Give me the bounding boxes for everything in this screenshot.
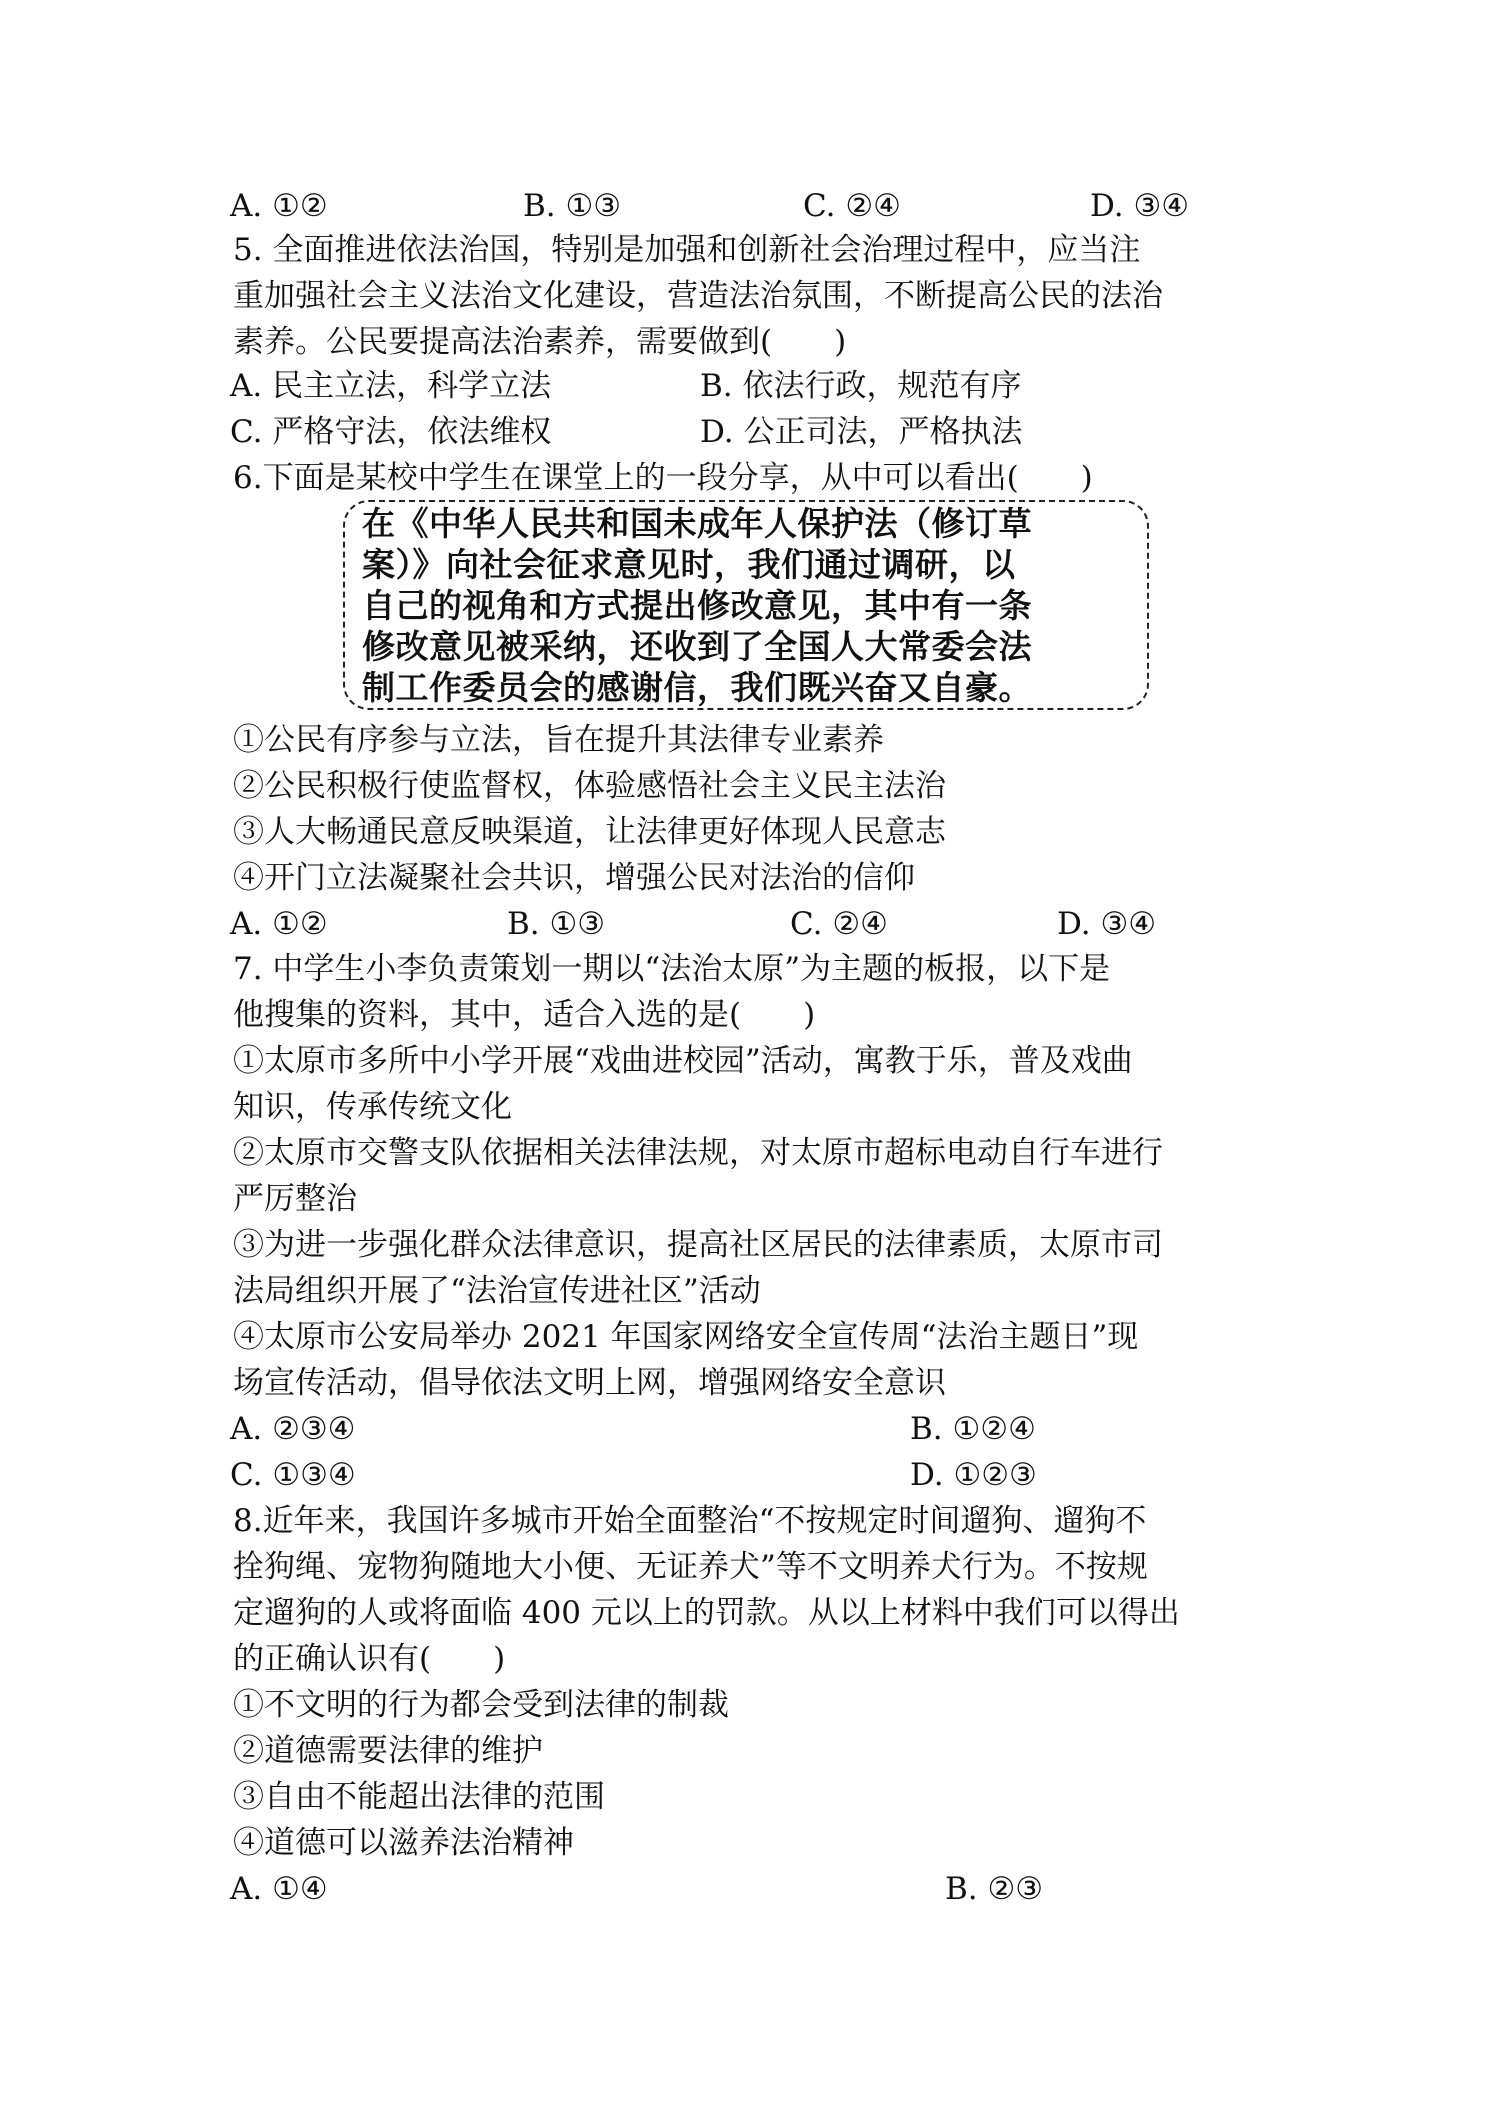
q6-item-1: ①公民有序参与立法，旨在提升其法律专业素养 — [233, 722, 884, 758]
q6-quote-line-2: 案）》向社会征求意见时，我们通过调研，以 — [362, 545, 1016, 584]
q7-item-4-line-2: 场宣传活动，倡导依法文明上网，增强网络安全意识 — [233, 1365, 946, 1401]
q8-item-1: ①不文明的行为都会受到法律的制裁 — [233, 1687, 729, 1723]
q6-quote-line-4: 修改意见被采纳，还收到了全国人大常委会法 — [362, 627, 1032, 666]
q7-option-d: D. ①②③ — [910, 1457, 1037, 1493]
q8-option-b: B. ②③ — [945, 1871, 1044, 1907]
q4-option-d: D. ③④ — [1090, 188, 1190, 224]
q8-stem-line-4: 的正确认识有( ) — [233, 1641, 506, 1677]
q8-item-4: ④道德可以滋养法治精神 — [233, 1825, 574, 1861]
q7-item-3-line-2: 法局组织开展了“法治宣传进社区”活动 — [233, 1273, 761, 1309]
q5-option-b: B. 依法行政，规范有序 — [700, 368, 1022, 404]
q7-option-b: B. ①②④ — [910, 1411, 1036, 1447]
q6-option-b: B. ①③ — [507, 906, 606, 942]
q8-stem-line-1: 8.近年来，我国许多城市开始全面整治“不按规定时间遛狗、遛狗不 — [233, 1503, 1147, 1539]
q7-option-a: A. ②③④ — [230, 1411, 356, 1447]
q6-quote-line-3: 自己的视角和方式提出修改意见，其中有一条 — [362, 586, 1032, 625]
q5-stem-line-1: 5. 全面推进依法治国，特别是加强和创新社会治理过程中，应当注 — [233, 232, 1141, 268]
q6-quote-line-1: 在《中华人民共和国未成年人保护法（修订草 — [362, 504, 1032, 543]
q7-item-1-line-1: ①太原市多所中小学开展“戏曲进校园”活动，寓教于乐，普及戏曲 — [233, 1043, 1133, 1079]
q6-stem: 6.下面是某校中学生在课堂上的一段分享，从中可以看出( ) — [233, 460, 1093, 496]
q7-item-4-line-1: ④太原市公安局举办 2021 年国家网络安全宣传周“法治主题日”现 — [233, 1319, 1139, 1355]
q4-option-a: A. ①② — [230, 188, 328, 224]
q7-item-2-line-1: ②太原市交警支队依据相关法律法规，对太原市超标电动自行车进行 — [233, 1135, 1163, 1171]
q8-item-3: ③自由不能超出法律的范围 — [233, 1779, 605, 1815]
q7-item-2-line-2: 严厉整治 — [233, 1181, 357, 1217]
q6-item-2: ②公民积极行使监督权，体验感悟社会主义民主法治 — [233, 768, 946, 804]
q5-stem-line-3: 素养。公民要提高法治素养，需要做到( ) — [233, 324, 847, 360]
q5-option-d: D. 公正司法，严格执法 — [700, 414, 1023, 450]
q6-item-4: ④开门立法凝聚社会共识，增强公民对法治的信仰 — [233, 860, 915, 896]
q4-option-b: B. ①③ — [523, 188, 622, 224]
q7-item-1-line-2: 知识，传承传统文化 — [233, 1089, 512, 1125]
q5-option-c: C. 严格守法，依法维权 — [230, 414, 552, 450]
q6-item-3: ③人大畅通民意反映渠道，让法律更好体现人民意志 — [233, 814, 946, 850]
q6-option-d: D. ③④ — [1057, 906, 1157, 942]
q8-stem-line-2: 拴狗绳、宠物狗随地大小便、无证养犬”等不文明养犬行为。不按规 — [233, 1549, 1148, 1585]
q7-option-c: C. ①③④ — [230, 1457, 356, 1493]
q8-item-2: ②道德需要法律的维护 — [233, 1733, 543, 1769]
q7-item-3-line-1: ③为进一步强化群众法律意识，提高社区居民的法律素质，太原市司 — [233, 1227, 1163, 1263]
q7-stem-line-2: 他搜集的资料，其中，适合入选的是( ) — [233, 997, 816, 1033]
q5-option-a: A. 民主立法，科学立法 — [230, 368, 552, 404]
q5-stem-line-2: 重加强社会主义法治文化建设，营造法治氛围，不断提高公民的法治 — [233, 278, 1163, 314]
q7-stem-line-1: 7. 中学生小李负责策划一期以“法治太原”为主题的板报，以下是 — [233, 951, 1111, 987]
q6-option-a: A. ①② — [230, 906, 328, 942]
q6-quote-line-5: 制工作委员会的感谢信，我们既兴奋又自豪。 — [362, 668, 1032, 707]
q4-option-c: C. ②④ — [803, 188, 901, 224]
q6-option-c: C. ②④ — [790, 906, 888, 942]
q8-option-a: A. ①④ — [230, 1871, 328, 1907]
q8-stem-line-3: 定遛狗的人或将面临 400 元以上的罚款。从以上材料中我们可以得出 — [233, 1595, 1180, 1631]
